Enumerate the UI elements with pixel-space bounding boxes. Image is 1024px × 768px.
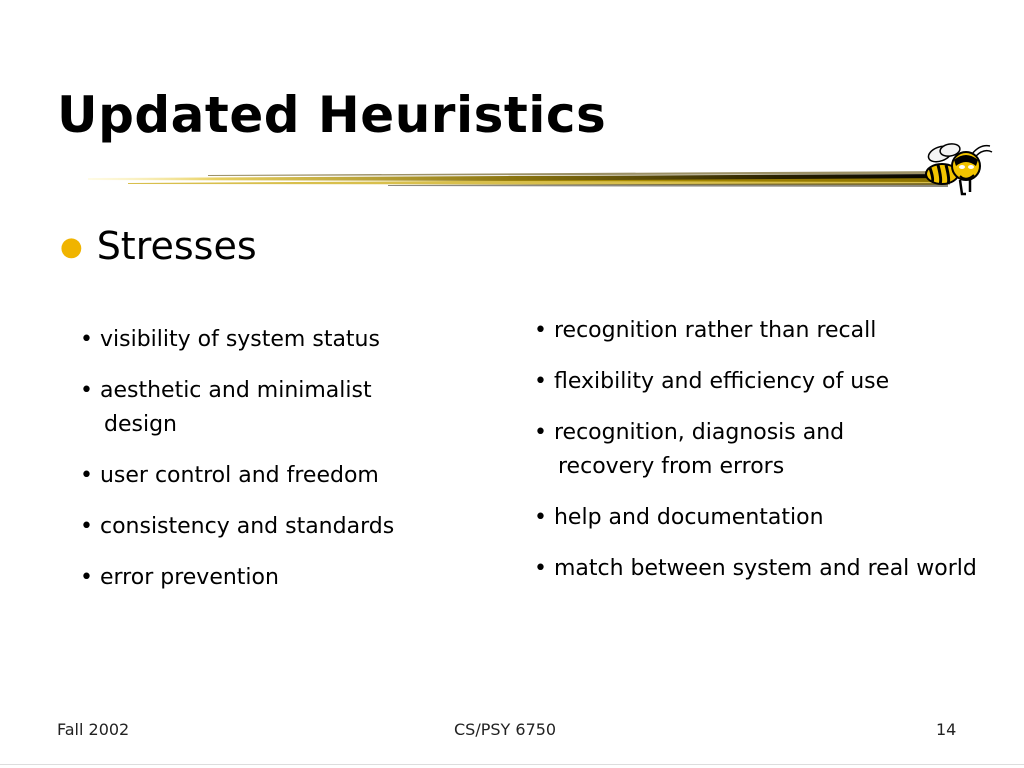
slide-title: Updated Heuristics (57, 86, 607, 144)
list-item: • recognition rather than recall (534, 314, 974, 348)
bottom-divider (0, 764, 1024, 765)
title-divider-rule (88, 168, 948, 190)
main-bullet-text: Stresses (96, 224, 257, 268)
footer-course: CS/PSY 6750 (454, 720, 557, 739)
list-item: • match between system and real world (534, 552, 998, 586)
list-item: • help and documentation (534, 501, 974, 535)
footer-date: Fall 2002 (57, 720, 130, 739)
main-bullet (60, 222, 257, 271)
list-item: • user control and freedom (80, 459, 520, 493)
list-item: • aesthetic and minimalist design (80, 374, 444, 442)
footer-page-number: 14 (936, 720, 957, 739)
left-column (80, 323, 520, 612)
list-item: • error prevention (80, 561, 520, 595)
right-column (534, 314, 977, 603)
list-item: • flexibility and efficiency of use (534, 365, 974, 399)
yellow-jacket-mascot-icon (920, 140, 994, 200)
list-item: • consistency and standards (80, 510, 520, 544)
list-item: • visibility of system status (80, 323, 520, 357)
bullet-dot-icon: ● (60, 232, 83, 262)
list-item: • recognition, diagnosis and recovery from errors (534, 416, 918, 484)
